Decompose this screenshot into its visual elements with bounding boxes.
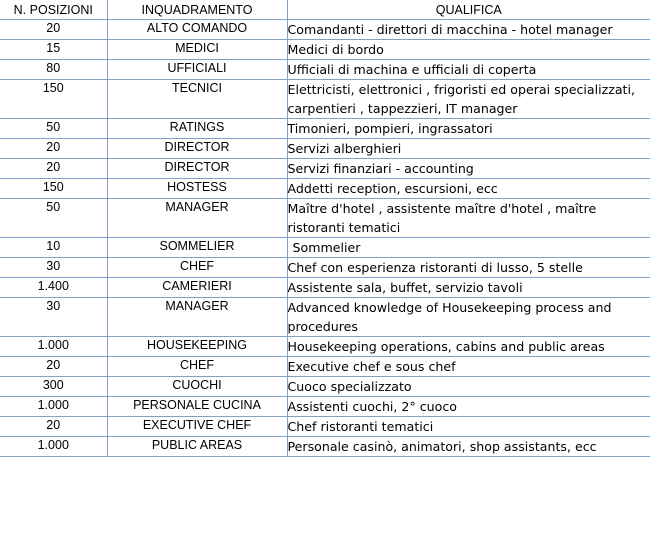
cell-posizioni: 50 bbox=[0, 119, 107, 139]
table-row bbox=[0, 199, 650, 238]
table-row bbox=[0, 357, 650, 377]
cell-inquadramento: MANAGER bbox=[107, 199, 287, 238]
table-row bbox=[0, 278, 650, 298]
cell-inquadramento: MEDICI bbox=[107, 40, 287, 60]
cell-posizioni: 80 bbox=[0, 60, 107, 80]
cell-qualifica: Cuoco specializzato bbox=[287, 377, 650, 397]
cell-qualifica: Personale casinò, animatori, shop assistants, ecc bbox=[287, 437, 650, 457]
cell-posizioni: 300 bbox=[0, 377, 107, 397]
table-body bbox=[0, 20, 650, 457]
cell-inquadramento: DIRECTOR bbox=[107, 139, 287, 159]
table-row bbox=[0, 437, 650, 457]
cell-qualifica: Servizi alberghieri bbox=[287, 139, 650, 159]
cell-inquadramento: ALTO COMANDO bbox=[107, 20, 287, 40]
cell-qualifica: Servizi finanziari - accounting bbox=[287, 159, 650, 179]
cell-posizioni: 30 bbox=[0, 298, 107, 337]
cell-inquadramento: MANAGER bbox=[107, 298, 287, 337]
cell-posizioni: 20 bbox=[0, 159, 107, 179]
table-row bbox=[0, 298, 650, 337]
cell-qualifica: Chef con esperienza ristoranti di lusso, 5 stelle bbox=[287, 258, 650, 278]
table-row bbox=[0, 417, 650, 437]
table-row bbox=[0, 238, 650, 258]
table-row bbox=[0, 139, 650, 159]
cell-qualifica: Executive chef e sous chef bbox=[287, 357, 650, 377]
cell-inquadramento: PUBLIC AREAS bbox=[107, 437, 287, 457]
cell-inquadramento: RATINGS bbox=[107, 119, 287, 139]
cell-inquadramento: CHEF bbox=[107, 258, 287, 278]
cell-inquadramento: SOMMELIER bbox=[107, 238, 287, 258]
cell-posizioni: 1.000 bbox=[0, 337, 107, 357]
cell-inquadramento: HOSTESS bbox=[107, 179, 287, 199]
table-row bbox=[0, 20, 650, 40]
header-row bbox=[0, 0, 650, 20]
cell-posizioni: 10 bbox=[0, 238, 107, 258]
cell-posizioni: 20 bbox=[0, 20, 107, 40]
cell-inquadramento: CUOCHI bbox=[107, 377, 287, 397]
cell-posizioni: 150 bbox=[0, 80, 107, 119]
table-row bbox=[0, 258, 650, 278]
cell-posizioni: 1.400 bbox=[0, 278, 107, 298]
cell-inquadramento: EXECUTIVE CHEF bbox=[107, 417, 287, 437]
cell-inquadramento: DIRECTOR bbox=[107, 159, 287, 179]
table-row bbox=[0, 377, 650, 397]
cell-qualifica: Advanced knowledge of Housekeeping process and procedures bbox=[287, 298, 650, 337]
cell-posizioni: 1.000 bbox=[0, 397, 107, 417]
table-row bbox=[0, 397, 650, 417]
cell-inquadramento: HOUSEKEEPING bbox=[107, 337, 287, 357]
header-posizioni: N. POSIZIONI bbox=[0, 0, 107, 20]
table-header bbox=[0, 0, 650, 20]
cell-qualifica: Assistente sala, buffet, servizio tavoli bbox=[287, 278, 650, 298]
cell-qualifica: Housekeeping operations, cabins and public areas bbox=[287, 337, 650, 357]
cell-qualifica: Chef ristoranti tematici bbox=[287, 417, 650, 437]
cell-posizioni: 20 bbox=[0, 417, 107, 437]
cell-posizioni: 50 bbox=[0, 199, 107, 238]
cell-qualifica: Medici di bordo bbox=[287, 40, 650, 60]
cell-posizioni: 150 bbox=[0, 179, 107, 199]
cell-qualifica: Comandanti - direttori di macchina - hotel manager bbox=[287, 20, 650, 40]
cell-qualifica: Maître d'hotel , assistente maître d'hotel , maître ristoranti tematici bbox=[287, 199, 650, 238]
table-row bbox=[0, 179, 650, 199]
table-row bbox=[0, 159, 650, 179]
cell-qualifica: Elettricisti, elettronici , frigoristi ed operai specializzati, carpentieri , tappezzieri, IT manager bbox=[287, 80, 650, 119]
cell-posizioni: 15 bbox=[0, 40, 107, 60]
cell-inquadramento: CAMERIERI bbox=[107, 278, 287, 298]
cell-inquadramento: TECNICI bbox=[107, 80, 287, 119]
cell-qualifica: Timonieri, pompieri, ingrassatori bbox=[287, 119, 650, 139]
cell-qualifica: Assistenti cuochi, 2° cuoco bbox=[287, 397, 650, 417]
cell-posizioni: 30 bbox=[0, 258, 107, 278]
cell-inquadramento: CHEF bbox=[107, 357, 287, 377]
cell-inquadramento: UFFICIALI bbox=[107, 60, 287, 80]
table-row bbox=[0, 119, 650, 139]
cell-qualifica: Ufficiali di machina e ufficiali di coperta bbox=[287, 60, 650, 80]
table-row bbox=[0, 80, 650, 119]
cell-qualifica: Addetti reception, escursioni, ecc bbox=[287, 179, 650, 199]
cell-inquadramento: PERSONALE CUCINA bbox=[107, 397, 287, 417]
header-inquadramento: INQUADRAMENTO bbox=[107, 0, 287, 20]
cell-posizioni: 1.000 bbox=[0, 437, 107, 457]
header-qualifica: QUALIFICA bbox=[287, 0, 650, 20]
table-row bbox=[0, 40, 650, 60]
cell-qualifica: Sommelier bbox=[287, 238, 650, 258]
table-row bbox=[0, 337, 650, 357]
table-row bbox=[0, 60, 650, 80]
cell-posizioni: 20 bbox=[0, 139, 107, 159]
cell-posizioni: 20 bbox=[0, 357, 107, 377]
